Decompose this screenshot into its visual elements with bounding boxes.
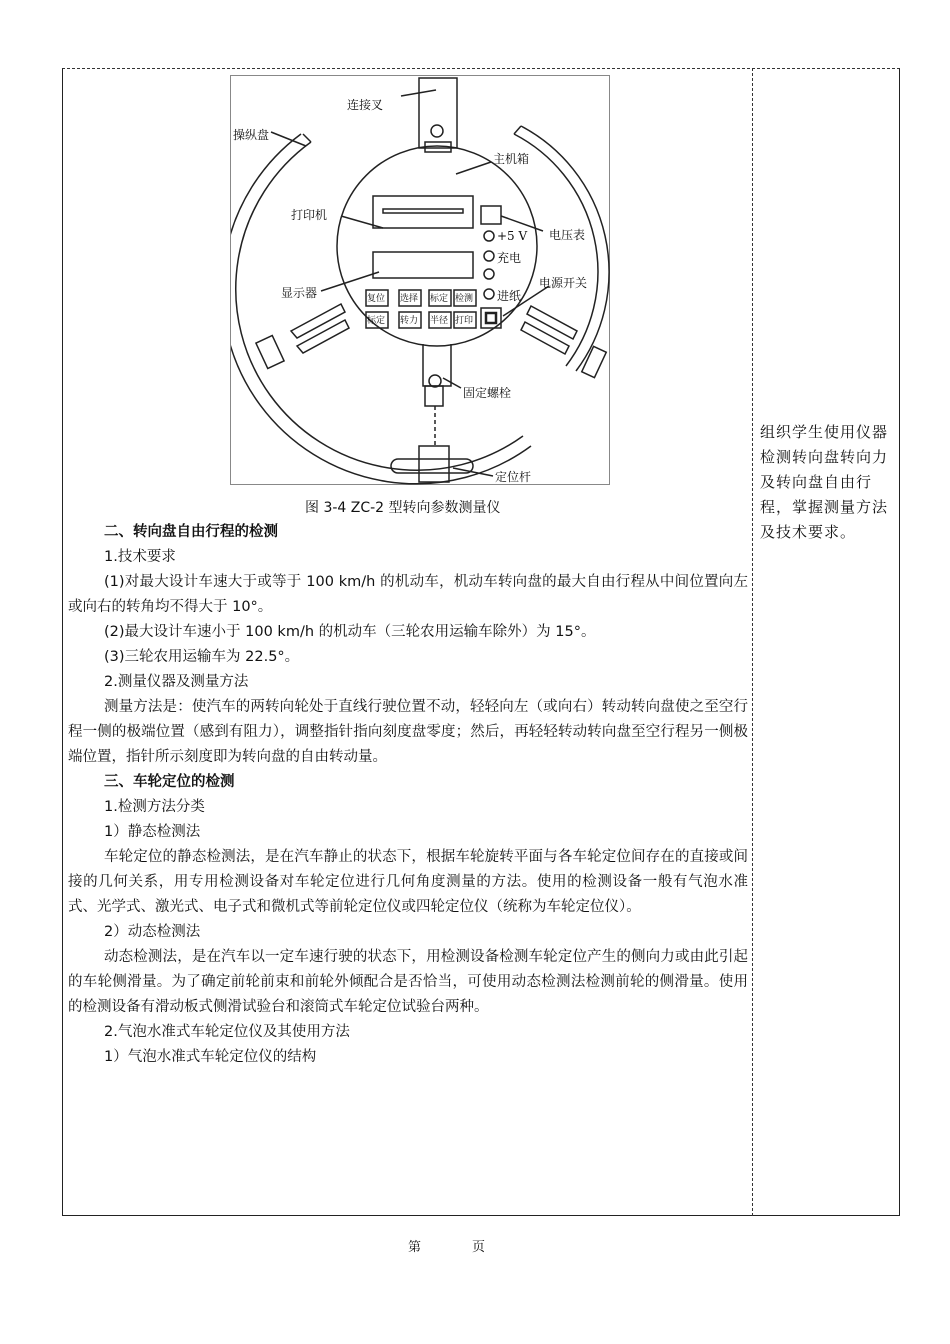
label-paper-feed: 进纸: [497, 289, 522, 303]
key-reset: 复位: [367, 294, 386, 304]
label-printer: 打印机: [291, 208, 328, 222]
footer-page-suffix: 页: [472, 1240, 486, 1255]
label-locating-rod: 定位杆: [495, 470, 532, 484]
label-charging: 充电: [497, 251, 522, 265]
label-connector: 连接叉: [347, 98, 384, 112]
key-select: 选择: [400, 294, 419, 304]
paragraph-req-2: (2)最大设计车速小于 100 km/h 的机动车（三轮农用运输车除外）为 15°。: [104, 624, 596, 640]
key-torque: 转力: [400, 316, 419, 326]
main-content: [68, 520, 748, 1070]
key-calibrate: 标定: [430, 294, 449, 304]
subheading-static: 1）静态检测法: [104, 824, 201, 840]
heading-steering-free-play: 二、转向盘自由行程的检测: [104, 524, 278, 540]
heading-wheel-alignment: 三、车轮定位的检测: [104, 774, 235, 790]
paragraph-dynamic: 动态检测法，是在汽车以一定车速行驶的状态下，用检测设备检测车轮定位产生的侧向力或由此引起的车轮侧滑量。为了确定前轮前束和前轮外倾配合是否恰当，可使用动态检测法检测前轮的侧滑量。使用的检测设备有滑动板式侧滑试验台和滚筒式车轮定位试验台两种。: [68, 949, 748, 1015]
key-print: 打印: [455, 316, 474, 326]
paragraph-static: 车轮定位的静态检测法，是在汽车静止的状态下，根据车轮旋转平面与各车轮定位间存在的直接或间接的几何关系，用专用检测设备对车轮定位进行几何角度测量的方法。使用的检测设备一般有气泡水准式、光学式、激光式、电子式和微机式等前轮定位仪或四轮定位仪（统称为车轮定位仪）。: [68, 849, 748, 915]
label-display: 显示器: [281, 286, 318, 300]
label-main-box: 主机箱: [493, 152, 530, 166]
key-detect: 检测: [455, 294, 474, 304]
key-radius: 半径: [430, 316, 449, 326]
subheading-classification: 1.检测方法分类: [104, 799, 205, 815]
label-power-switch: 电源开关: [539, 276, 588, 290]
paragraph-req-1: (1)对最大设计车速大于或等于 100 km/h 的机动车，机动车转向盘的最大自由行程从中间位置向左或向右的转角均不得大于 10°。: [68, 574, 748, 615]
subheading-dynamic: 2）动态检测法: [104, 924, 201, 940]
steering-tester-figure: [230, 75, 610, 485]
subheading-instruments: 2.测量仪器及测量方法: [104, 674, 249, 690]
label-voltmeter: 电压表: [549, 228, 586, 242]
paragraph-req-3: (3)三轮农用运输车为 22.5°。: [104, 649, 300, 665]
footer-page-prefix: 第: [408, 1240, 422, 1255]
subheading-bubble-level: 2.气泡水准式车轮定位仪及其使用方法: [104, 1024, 350, 1040]
subheading-structure: 1）气泡水准式车轮定位仪的结构: [104, 1049, 317, 1065]
label-plus5v: +5 V: [497, 229, 528, 243]
subheading-tech-requirements: 1.技术要求: [104, 549, 176, 565]
label-fixing-bolt: 固定螺栓: [463, 386, 512, 400]
teaching-note: 组织学生使用仪器检测转向盘转向力及转向盘自由行程，掌握测量方法及技术要求。: [760, 423, 889, 541]
label-wheel: 操纵盘: [233, 128, 270, 142]
figure-caption: 图 3-4 ZC-2 型转向参数测量仪: [305, 500, 501, 516]
column-divider: [752, 68, 753, 1216]
key-calibrate-2: 标定: [367, 316, 386, 326]
paragraph-method: 测量方法是：使汽车的两转向轮处于直线行驶位置不动，轻轻向左（或向右）转动转向盘使之至空行程一侧的极端位置（感到有阻力），调整指针指向刻度盘零度；然后，再轻轻转动转向盘至空行程另一侧极端位置，指针所示刻度即为转向盘的自由转动量。: [68, 699, 748, 765]
